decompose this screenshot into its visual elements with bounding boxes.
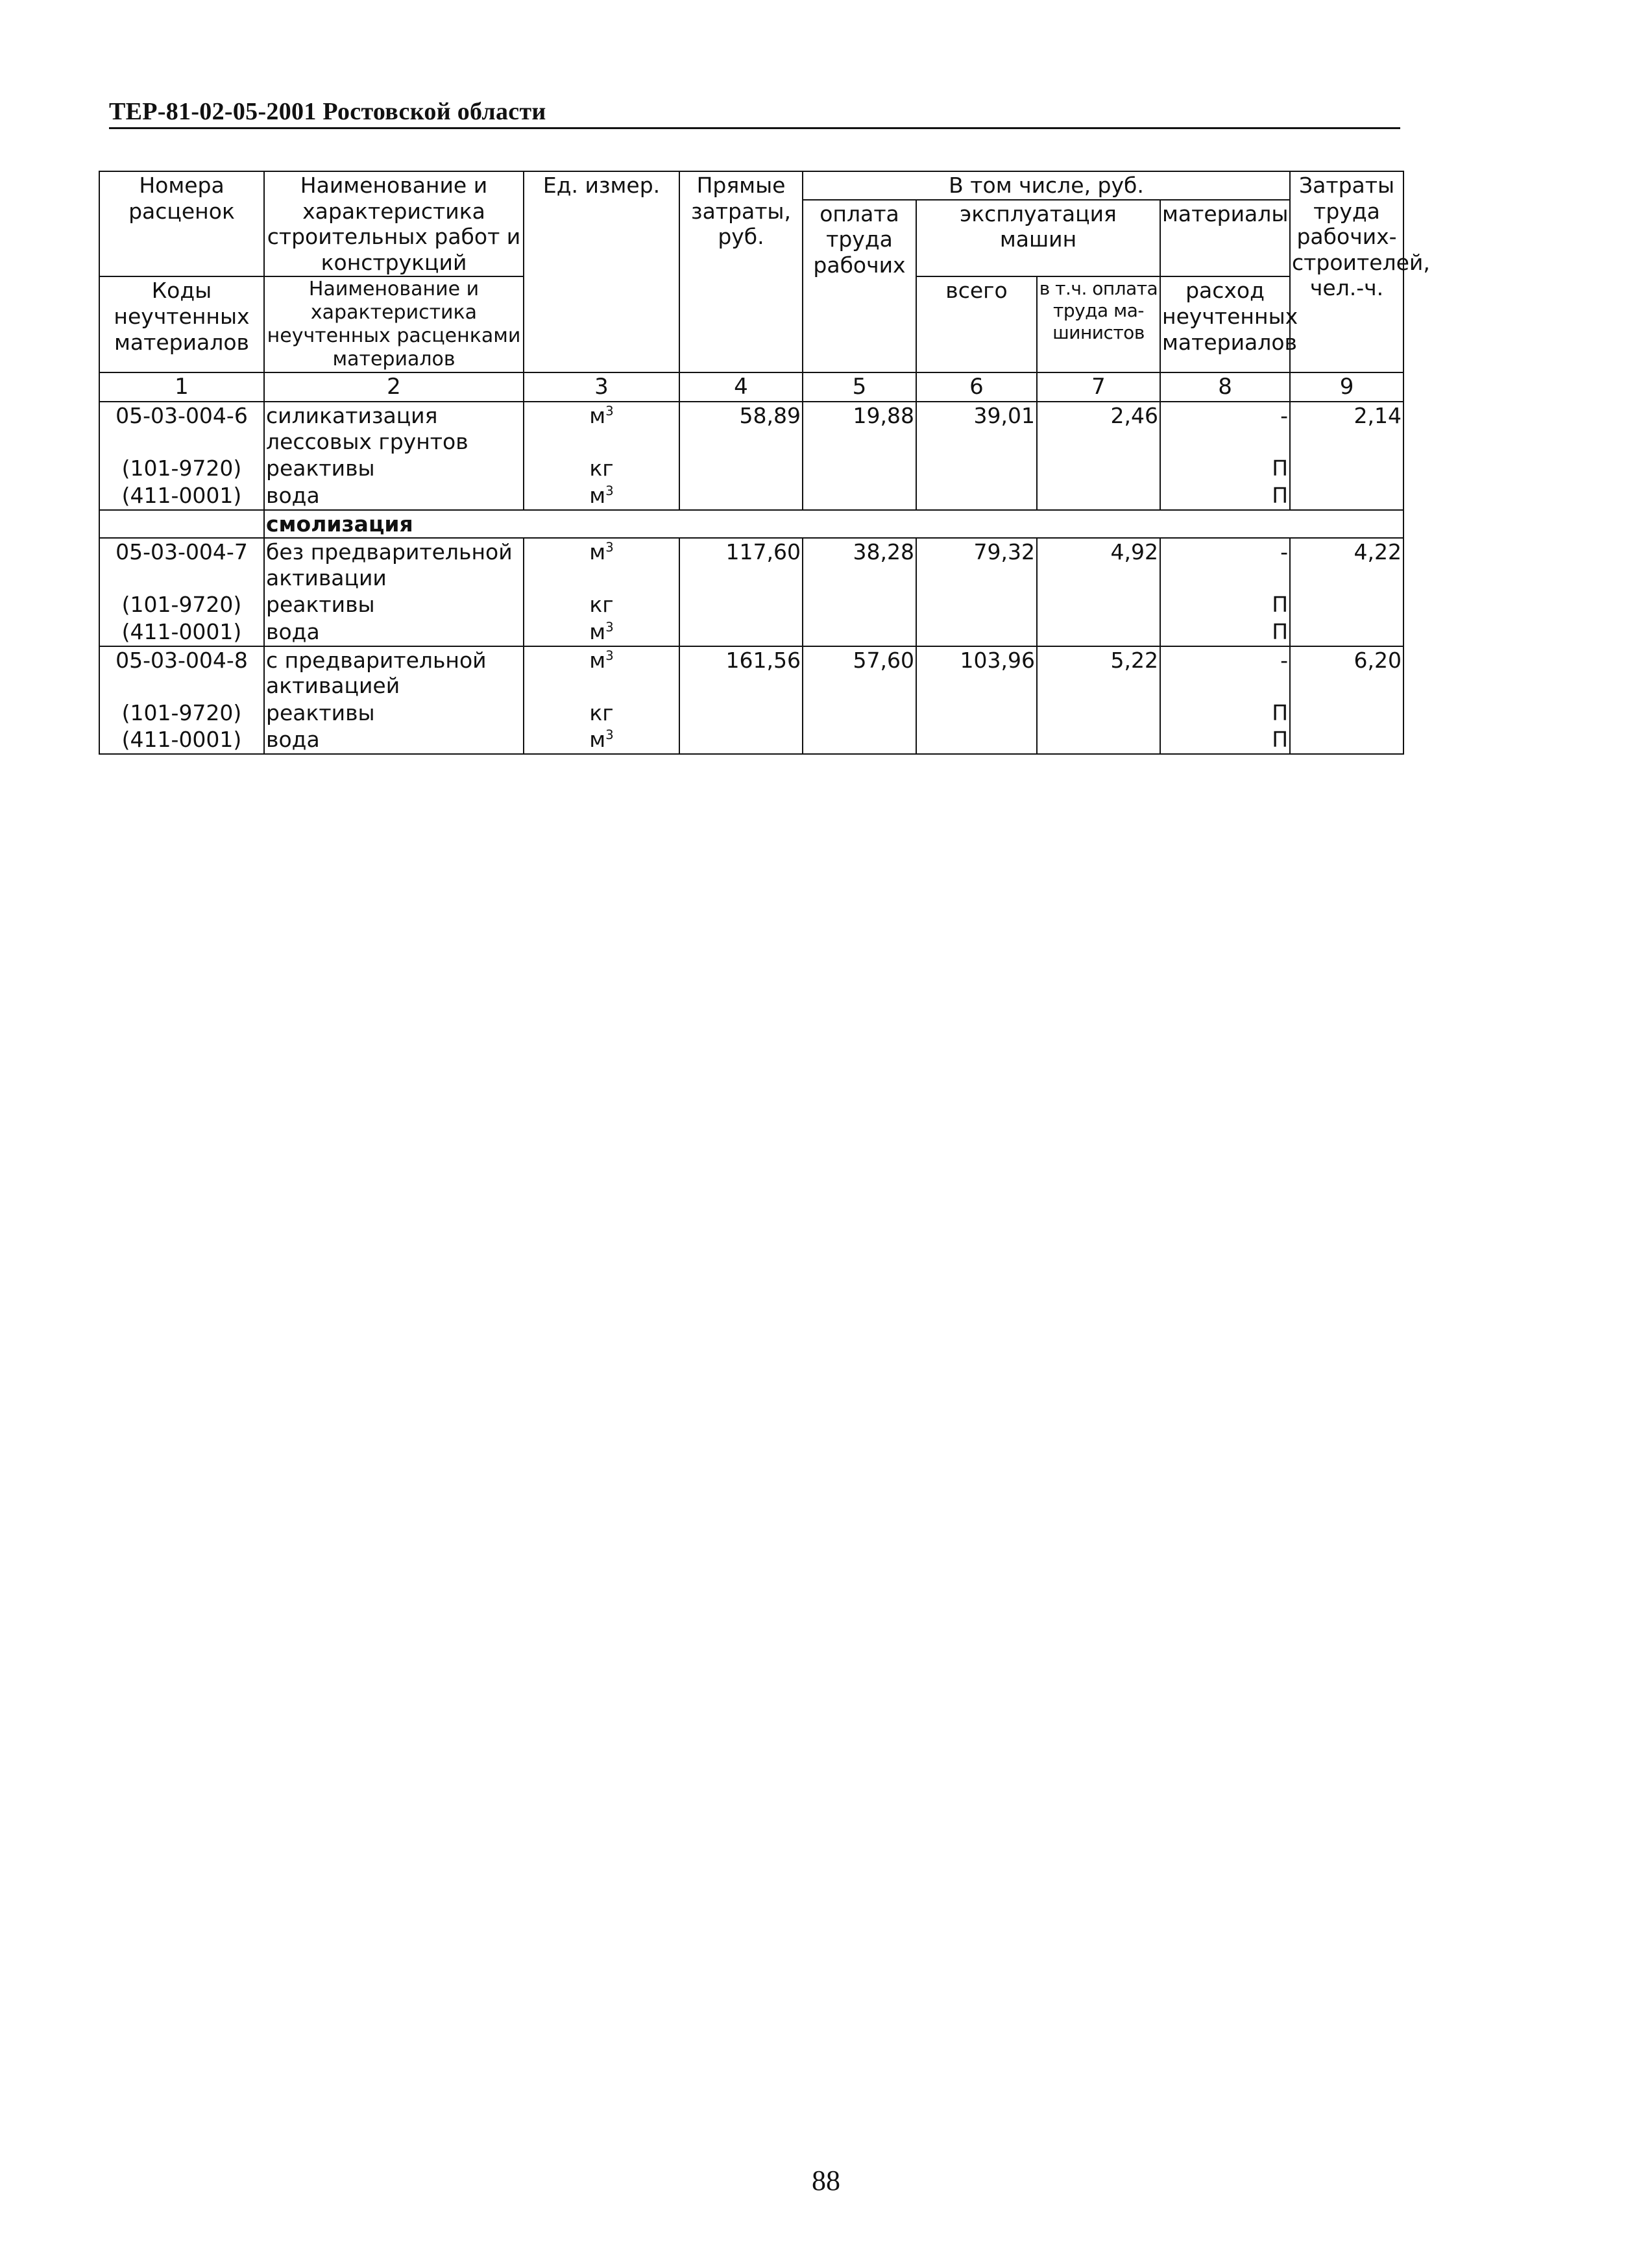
rate-code: 05-03-004-7 <box>99 538 264 591</box>
column-number: 3 <box>524 372 679 402</box>
header-including: В том числе, руб. <box>803 171 1290 200</box>
materials: П <box>1160 482 1290 510</box>
column-number: 8 <box>1160 372 1290 402</box>
material-code: (411-0001) <box>99 482 264 510</box>
column-number: 7 <box>1037 372 1160 402</box>
work-name: без предварительной активации <box>264 538 524 591</box>
header-codes: Номера расценок <box>99 171 264 276</box>
table-row <box>99 455 1403 482</box>
column-number: 9 <box>1290 372 1403 402</box>
unit: $м^3$ <box>524 726 679 754</box>
materials: П <box>1160 699 1290 727</box>
materials: П <box>1160 618 1290 646</box>
direct-costs: 117,60 <box>679 538 803 591</box>
machines-total: 103,96 <box>916 646 1037 699</box>
table-row <box>99 699 1403 727</box>
header-codes-materials: Коды неучтенных материалов <box>99 276 264 372</box>
material-name: вода <box>264 618 524 646</box>
unit: $м^3$ <box>524 618 679 646</box>
column-number: 5 <box>803 372 916 402</box>
header-machines: эксплуатация машин <box>916 200 1160 277</box>
header-materials-consumption: расход неучтенных материалов <box>1160 276 1290 372</box>
column-number: 4 <box>679 372 803 402</box>
header-labor: Затраты труда рабочих-строителей, чел.-ч. <box>1290 171 1403 372</box>
rate-code: 05-03-004-8 <box>99 646 264 699</box>
header-name-materials: Наименование и характеристика неучтенных расценками материалов <box>264 276 524 372</box>
header-materials: материалы <box>1160 200 1290 277</box>
material-name: реактивы <box>264 699 524 727</box>
machines-total: 79,32 <box>916 538 1037 591</box>
column-number: 6 <box>916 372 1037 402</box>
column-number: 2 <box>264 372 524 402</box>
direct-costs: 58,89 <box>679 402 803 455</box>
header-machines-wages: в т.ч. оплата труда ма-шинистов <box>1037 276 1160 372</box>
unit: $м^3$ <box>524 646 679 699</box>
materials: П <box>1160 726 1290 754</box>
unit: кг <box>524 699 679 727</box>
header-direct-costs: Прямые затраты, руб. <box>679 171 803 372</box>
rate-code: 05-03-004-6 <box>99 402 264 455</box>
table-row <box>99 591 1403 618</box>
header-wages: оплата труда рабочих <box>803 200 916 373</box>
table-row <box>99 482 1403 510</box>
direct-costs: 161,56 <box>679 646 803 699</box>
labor: 4,22 <box>1290 538 1403 591</box>
machines-wages: 4,92 <box>1037 538 1160 591</box>
section-row <box>99 510 1403 539</box>
table-row <box>99 538 1403 591</box>
column-number: 1 <box>99 372 264 402</box>
materials: П <box>1160 455 1290 482</box>
material-name: реактивы <box>264 455 524 482</box>
material-code: (101-9720) <box>99 699 264 727</box>
unit: $м^3$ <box>524 482 679 510</box>
materials: - <box>1160 402 1290 455</box>
materials: П <box>1160 591 1290 618</box>
machines-total: 39,01 <box>916 402 1037 455</box>
unit: $м^3$ <box>524 402 679 455</box>
table-row <box>99 402 1403 455</box>
header-name: Наименование и характеристика строительных работ и конструкций <box>264 171 524 276</box>
rates-table <box>99 171 1430 755</box>
wages: 38,28 <box>803 538 916 591</box>
material-name: вода <box>264 482 524 510</box>
unit: $м^3$ <box>524 538 679 591</box>
wages: 57,60 <box>803 646 916 699</box>
table-row <box>99 726 1403 754</box>
material-name: вода <box>264 726 524 754</box>
machines-wages: 2,46 <box>1037 402 1160 455</box>
section-title: смолизация <box>264 510 1403 539</box>
materials: - <box>1160 538 1290 591</box>
material-code: (411-0001) <box>99 726 264 754</box>
wages: 19,88 <box>803 402 916 455</box>
work-name: с предварительной активацией <box>264 646 524 699</box>
material-code: (101-9720) <box>99 591 264 618</box>
document-header: ТЕР-81-02-05-2001 Ростовской области <box>109 97 1400 129</box>
labor: 2,14 <box>1290 402 1403 455</box>
labor: 6,20 <box>1290 646 1403 699</box>
table-row <box>99 646 1403 699</box>
machines-wages: 5,22 <box>1037 646 1160 699</box>
materials: - <box>1160 646 1290 699</box>
page-number: 88 <box>812 2165 840 2196</box>
work-name: силикатизация лессовых грунтов <box>264 402 524 455</box>
material-code: (101-9720) <box>99 455 264 482</box>
header-unit: Ед. измер. <box>524 171 679 372</box>
header-machines-total: всего <box>916 276 1037 372</box>
table-row <box>99 618 1403 646</box>
unit: кг <box>524 455 679 482</box>
material-code: (411-0001) <box>99 618 264 646</box>
unit: кг <box>524 591 679 618</box>
material-name: реактивы <box>264 591 524 618</box>
